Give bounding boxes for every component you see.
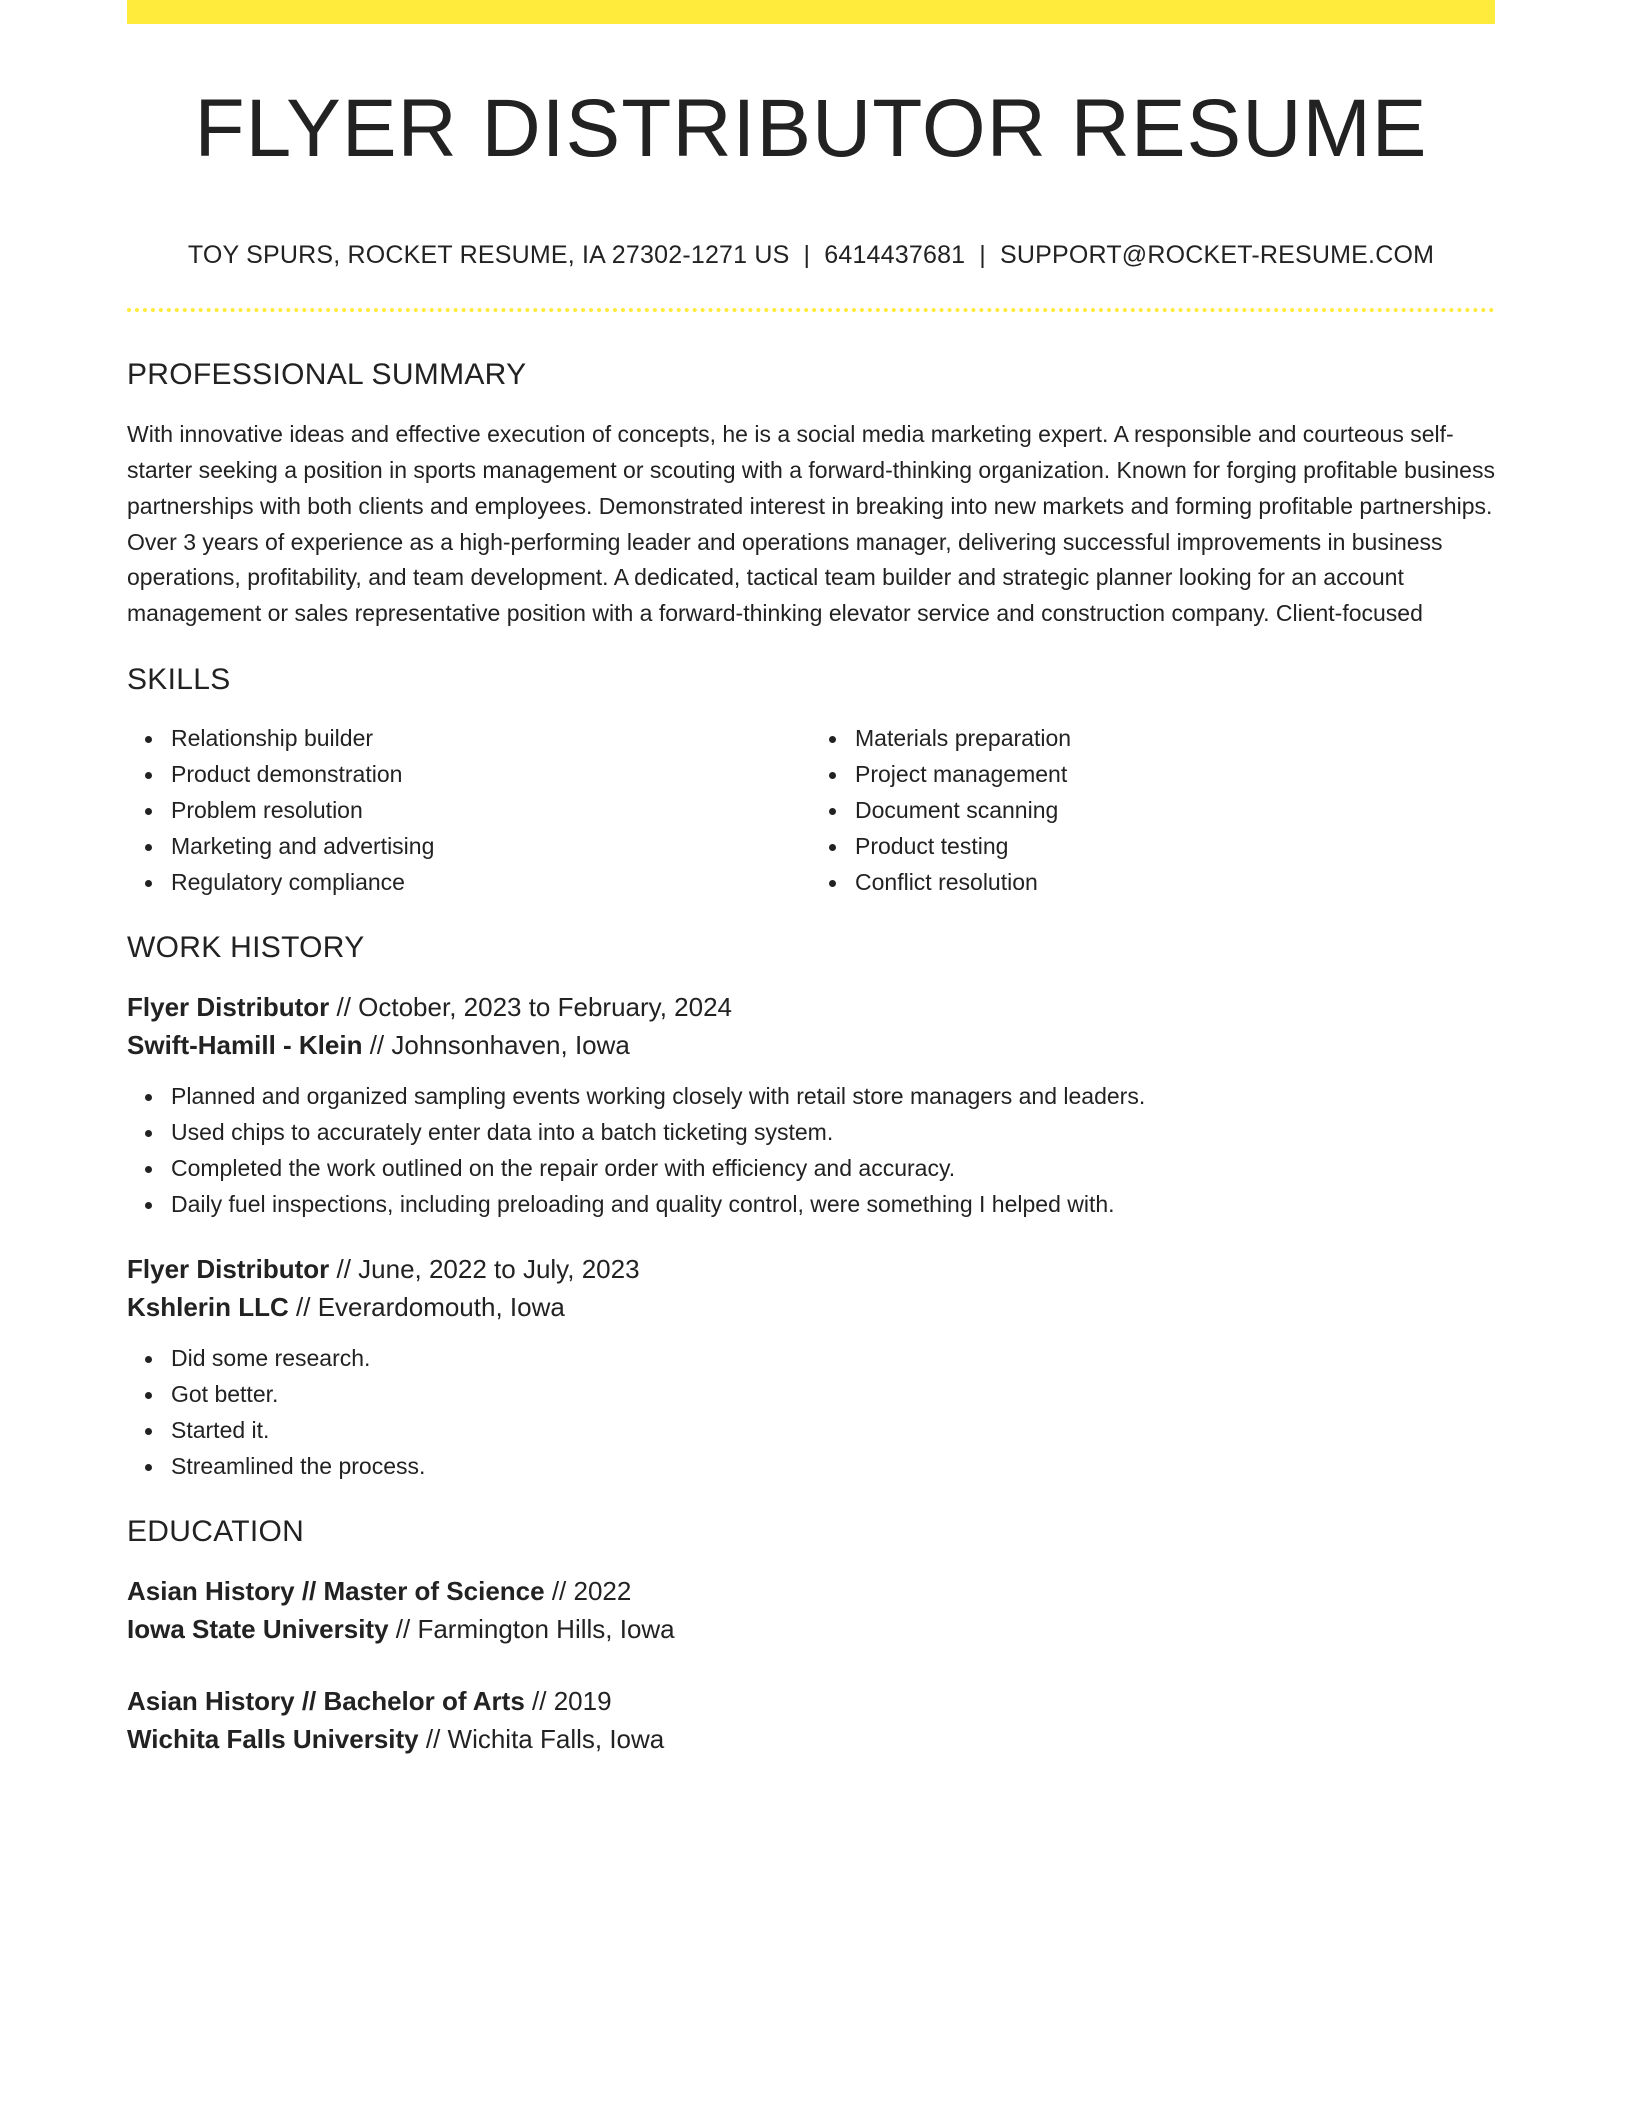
school: Wichita Falls University [127, 1723, 419, 1754]
school-line [127, 1610, 1495, 1648]
skill-item: Project management [855, 756, 1495, 792]
job-title: Flyer Distributor [127, 1253, 330, 1284]
job-bullet: Completed the work outlined on the repair order with efficiency and accuracy. [171, 1150, 1495, 1186]
email: SUPPORT@ROCKET-RESUME.COM [1000, 241, 1435, 270]
degree-line [127, 1682, 1495, 1720]
education-heading: EDUCATION [127, 1514, 305, 1548]
job-entry [127, 1250, 1495, 1484]
job-bullets [127, 1340, 1495, 1484]
job-company-line [127, 1026, 1495, 1064]
skill-item: Document scanning [855, 792, 1495, 828]
job-location: // Everardomouth, Iowa [288, 1291, 565, 1322]
job-bullets [127, 1078, 1495, 1222]
job-bullet: Planned and organized sampling events working closely with retail store managers and leaders. [171, 1078, 1495, 1114]
skill-item: Relationship builder [171, 720, 811, 756]
job-bullet: Streamlined the process. [171, 1448, 1495, 1484]
skill-item: Product demonstration [171, 756, 811, 792]
job-title-line [127, 988, 1495, 1026]
skills-column-right [811, 720, 1495, 900]
contact-separator: | [979, 241, 986, 270]
skill-item: Problem resolution [171, 792, 811, 828]
school-location: // Farmington Hills, Iowa [388, 1613, 675, 1644]
job-bullet: Did some research. [171, 1340, 1495, 1376]
dotted-divider [127, 308, 1495, 312]
job-bullet: Started it. [171, 1412, 1495, 1448]
skills-list [127, 720, 1495, 900]
resume-title: FLYER DISTRIBUTOR RESUME [194, 83, 1428, 174]
skills-heading: SKILLS [127, 662, 231, 696]
job-company: Kshlerin LLC [127, 1291, 289, 1322]
accent-bar [127, 0, 1495, 24]
school-location: // Wichita Falls, Iowa [418, 1723, 665, 1754]
contact-separator: | [803, 241, 811, 270]
skill-item: Product testing [855, 828, 1495, 864]
job-company-line [127, 1288, 1495, 1326]
job-entry [127, 988, 1495, 1222]
work-history-heading: WORK HISTORY [127, 930, 365, 964]
school-line [127, 1720, 1495, 1758]
degree: Asian History // Master of Science [127, 1575, 545, 1606]
school: Iowa State University [127, 1613, 389, 1644]
job-dates: // October, 2023 to February, 2024 [329, 991, 733, 1022]
degree-line [127, 1572, 1495, 1610]
skill-item: Regulatory compliance [171, 864, 811, 900]
job-location: // Johnsonhaven, Iowa [362, 1029, 630, 1060]
graduation-year: // 2022 [544, 1575, 632, 1606]
job-bullet: Got better. [171, 1376, 1495, 1412]
contact-line [127, 240, 1495, 270]
job-title-line [127, 1250, 1495, 1288]
job-company: Swift-Hamill - Klein [127, 1029, 363, 1060]
summary-heading: PROFESSIONAL SUMMARY [127, 358, 527, 392]
job-bullet: Used chips to accurately enter data into a batch ticketing system. [171, 1114, 1495, 1150]
education-entry [127, 1682, 1495, 1758]
address: TOY SPURS, ROCKET RESUME, IA 27302-1271 US [187, 241, 790, 270]
degree: Asian History // Bachelor of Arts [127, 1685, 525, 1716]
summary-text: With innovative ideas and effective execution of concepts, he is a social media marketing expert. A responsible and courteous self-starter seeking a position in sports management or scouting with a forward-thinking organization. Known for forging profitable business partnerships with both clients and employees. Demonstrated interest in breaking into new markets and forming profitable partnerships. Over 3 years of experience as a high-performing leader and operations manager, delivering successful improvements in business operations, profitability, and team development. A dedicated, tactical team builder and strategic planner looking for an account management or sales representative position with a forward-thinking elevator service and construction company. Client-focused [127, 421, 1495, 626]
graduation-year: // 2019 [524, 1685, 612, 1716]
job-bullet: Daily fuel inspections, including preloading and quality control, were something I helped with. [171, 1186, 1495, 1222]
job-title: Flyer Distributor [127, 991, 330, 1022]
skills-column-left [127, 720, 811, 900]
skill-item: Conflict resolution [855, 864, 1495, 900]
job-dates: // June, 2022 to July, 2023 [329, 1253, 640, 1284]
skill-item: Materials preparation [855, 720, 1495, 756]
phone: 6414437681 [824, 241, 966, 270]
resume-page [127, 0, 1495, 1758]
education-entry [127, 1572, 1495, 1648]
skill-item: Marketing and advertising [171, 828, 811, 864]
